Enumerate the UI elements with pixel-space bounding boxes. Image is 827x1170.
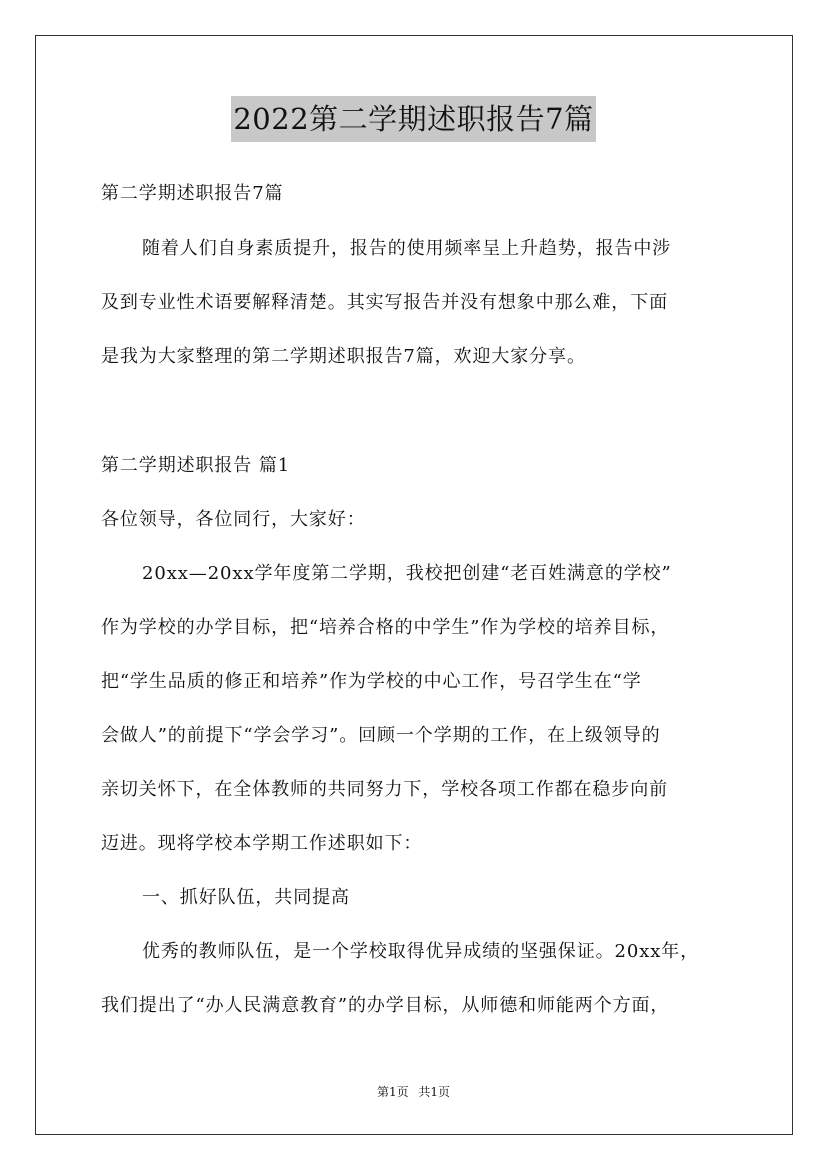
document-title: 2022第二学期述职报告7篇 (231, 96, 595, 142)
body-line: 亲切关怀下，在全体教师的共同努力下，学校各项工作都在稳步向前 (101, 779, 668, 800)
page-number: 第1页 (376, 1085, 409, 1099)
document-subtitle: 第二学期述职报告7篇 (101, 183, 284, 204)
body-line: 会做人”的前提下“学会学习”。回顾一个学期的工作，在上级领导的 (101, 725, 661, 746)
body-line: 20xx—20xx学年度第二学期，我校把创建“老百姓满意的学校” (142, 563, 672, 584)
page-total: 共1页 (418, 1085, 451, 1099)
point-body-line: 优秀的教师队伍，是一个学校取得优异成绩的坚强保证。20xx年， (142, 941, 700, 962)
body-line: 作为学校的办学目标，把“培养合格的中学生”作为学校的培养目标， (101, 617, 670, 638)
intro-line: 是我为大家整理的第二学期述职报告7篇，欢迎大家分享。 (101, 346, 586, 367)
title-block (0, 96, 827, 142)
section-heading: 第二学期述职报告 篇1 (101, 455, 291, 476)
point-heading: 一、抓好队伍，共同提高 (142, 887, 350, 908)
point-body-line: 我们提出了“办人民满意教育”的办学目标，从师德和师能两个方面， (101, 995, 670, 1016)
intro-line: 随着人们自身素质提升，报告的使用频率呈上升趋势，报告中涉 (142, 238, 672, 259)
body-line: 把“学生品质的修正和培养”作为学校的中心工作，号召学生在“学 (101, 671, 642, 692)
page-footer (0, 1084, 827, 1100)
body-line: 迈进。现将学校本学期工作述职如下： (101, 833, 423, 854)
greeting: 各位领导，各位同行，大家好： (101, 509, 366, 530)
intro-line: 及到专业性术语要解释清楚。其实写报告并没有想象中那么难，下面 (101, 292, 668, 313)
